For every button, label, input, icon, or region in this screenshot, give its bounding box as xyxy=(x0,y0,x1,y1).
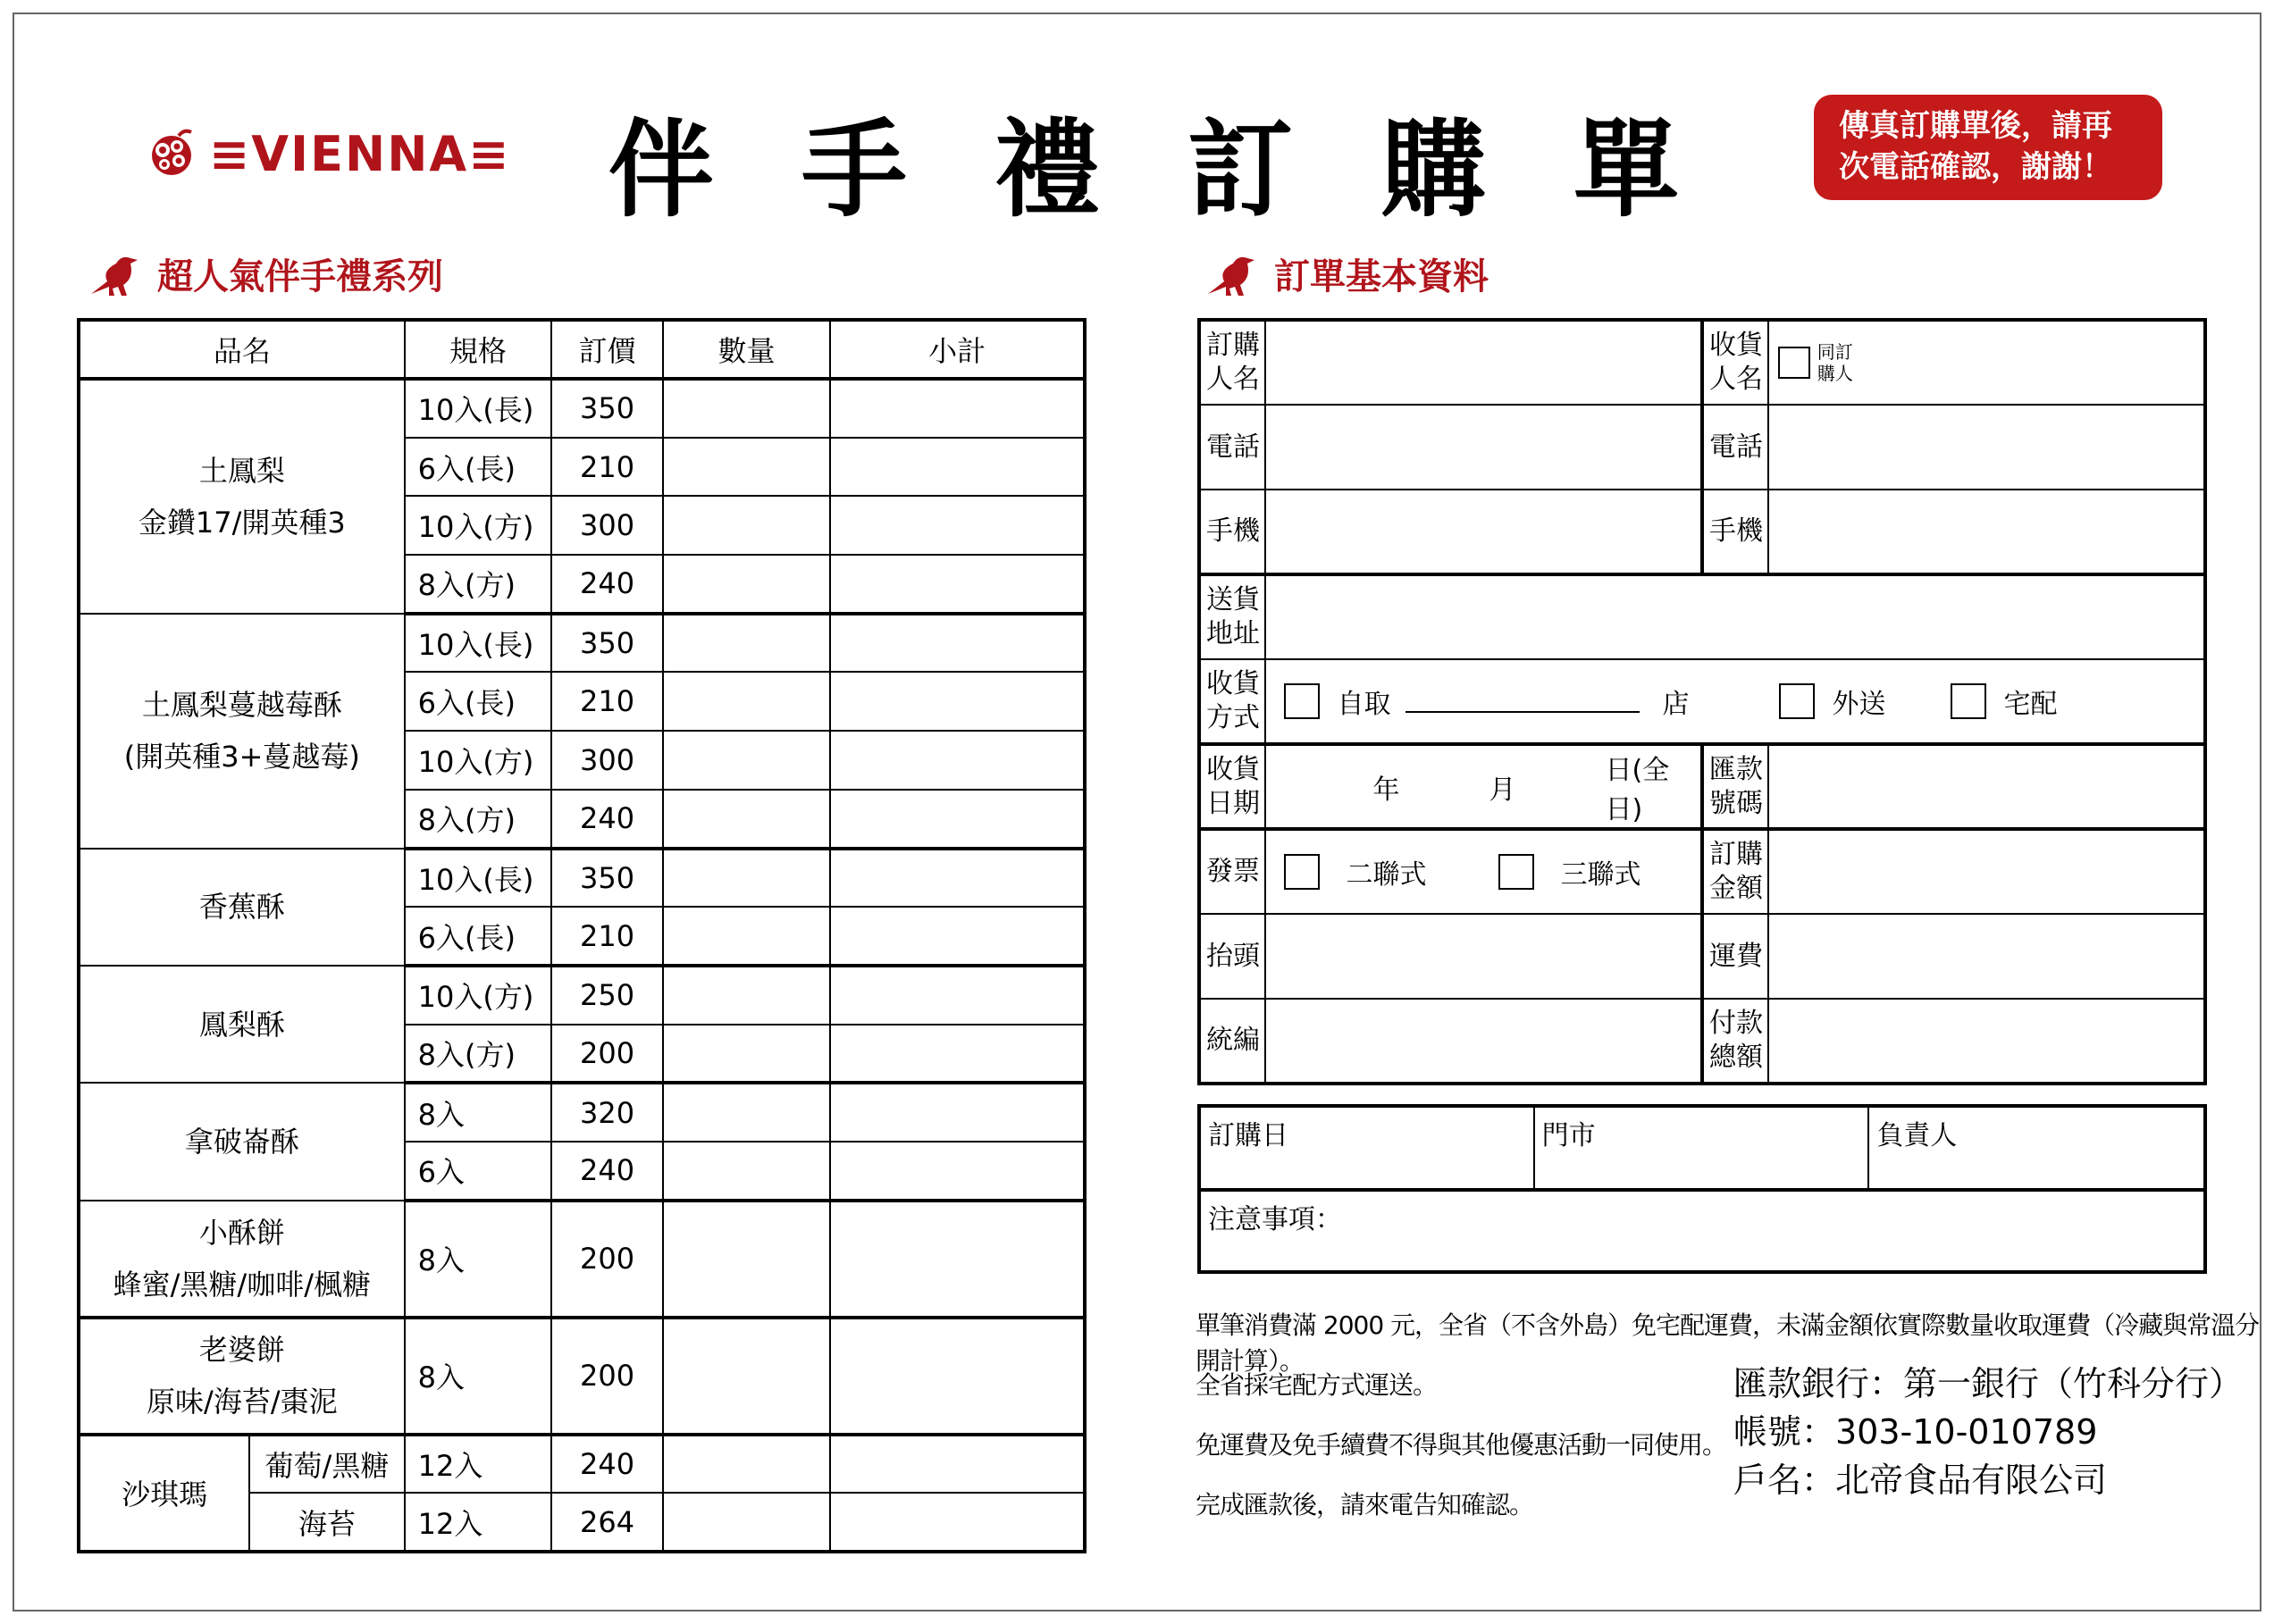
pickup-label: 自取 xyxy=(1337,689,1391,720)
store-name-blank[interactable] xyxy=(1406,690,1640,713)
products-heading-text: 超人氣伴手禮系列 xyxy=(157,256,443,297)
spec-cell: 12入 xyxy=(405,1435,552,1494)
subtotal-cell[interactable] xyxy=(830,1142,1085,1201)
subtotal-cell[interactable] xyxy=(830,555,1085,614)
invoice-title-field[interactable] xyxy=(1265,914,1703,999)
qty-cell[interactable] xyxy=(663,1142,830,1201)
qty-cell[interactable] xyxy=(663,1435,830,1494)
qty-cell[interactable] xyxy=(663,1083,830,1142)
delivery-method-options xyxy=(1265,659,2205,744)
qty-cell[interactable] xyxy=(663,1318,830,1435)
order-amount-field[interactable] xyxy=(1768,829,2205,914)
remit-no-label: 匯款號碼 xyxy=(1702,744,1768,829)
day-label: 日(全日) xyxy=(1605,754,1670,825)
store-row xyxy=(1199,1106,2205,1190)
remit-no-field[interactable] xyxy=(1768,744,2205,829)
col-header-name: 品名 xyxy=(79,320,405,379)
home-delivery-checkbox[interactable] xyxy=(1951,683,1986,719)
orderer-phone-field[interactable] xyxy=(1265,405,1703,490)
subtotal-cell[interactable] xyxy=(830,1025,1085,1084)
subtotal-cell[interactable] xyxy=(830,672,1085,731)
three-part-checkbox[interactable] xyxy=(1498,854,1534,890)
year-label: 年 xyxy=(1372,774,1400,806)
price-cell: 210 xyxy=(551,438,663,497)
address-field[interactable] xyxy=(1265,574,2205,659)
price-cell: 350 xyxy=(551,849,663,908)
subtotal-cell[interactable] xyxy=(830,379,1085,438)
delivery-label: 外送 xyxy=(1832,689,1886,720)
product-name xyxy=(79,379,405,614)
store-suffix-label: 店 xyxy=(1662,689,1690,720)
notice-line: 傳真訂購單後，請再 xyxy=(1839,108,2112,144)
price-cell: 210 xyxy=(551,672,663,731)
delivery-date-field[interactable] xyxy=(1265,744,1703,829)
order-date-label: 訂購日 xyxy=(1208,1120,1288,1151)
qty-cell[interactable] xyxy=(663,614,830,673)
price-cell: 240 xyxy=(551,790,663,849)
table-row xyxy=(79,1201,1085,1318)
spec-cell: 10入(長) xyxy=(405,849,552,908)
subtotal-cell[interactable] xyxy=(830,1435,1085,1494)
logo-flower-icon xyxy=(143,125,200,182)
price-cell: 300 xyxy=(551,496,663,555)
table-row xyxy=(79,966,1085,1025)
address-row xyxy=(1199,574,2205,659)
qty-cell[interactable] xyxy=(663,849,830,908)
bank-account: 帳號：303-10-010789 xyxy=(1733,1412,2098,1452)
product-name-line: 老婆餅 xyxy=(198,1333,285,1368)
col-header-spec: 規格 xyxy=(405,320,552,379)
qty-cell[interactable] xyxy=(663,966,830,1025)
orderer-mobile-field[interactable] xyxy=(1265,490,1703,574)
note-line: 完成匯款後，請來電告知確認。 xyxy=(1196,1490,1534,1519)
address-label: 送貨地址 xyxy=(1199,574,1265,659)
note-line: 單筆消費滿 2000 元，全省（不含外島）免宅配運費，未滿金額依實際數量收取運費（冷藏與常溫分開計算）。 xyxy=(1196,1310,2260,1376)
orderer-name-label: 訂購人名 xyxy=(1199,320,1265,405)
qty-cell[interactable] xyxy=(663,731,830,790)
spec-cell: 8入 xyxy=(405,1201,552,1318)
order-date-cell[interactable] xyxy=(1199,1106,1534,1190)
delivery-method-row xyxy=(1199,659,2205,744)
note-line: 免運費及免手續費不得與其他優惠活動一同使用。 xyxy=(1196,1430,1727,1460)
notes-cell[interactable] xyxy=(1199,1190,2205,1272)
product-name xyxy=(79,1318,405,1435)
spec-cell: 10入(長) xyxy=(405,379,552,438)
total-paid-field[interactable] xyxy=(1768,999,2205,1084)
product-name-line: 土鳳梨 xyxy=(198,453,285,488)
price-cell: 250 xyxy=(551,966,663,1025)
subtotal-cell[interactable] xyxy=(830,966,1085,1025)
product-name xyxy=(79,1201,405,1318)
subtotal-cell[interactable] xyxy=(830,1201,1085,1318)
spec-cell: 8入(方) xyxy=(405,790,552,849)
subtotal-cell[interactable] xyxy=(830,907,1085,966)
invoice-row xyxy=(1199,829,2205,914)
manager-cell[interactable] xyxy=(1868,1106,2205,1190)
product-name: 香蕉酥 xyxy=(79,849,405,966)
product-name: 鳳梨酥 xyxy=(79,966,405,1083)
qty-cell[interactable] xyxy=(663,1201,830,1318)
tax-id-field[interactable] xyxy=(1265,999,1703,1084)
order-heading xyxy=(1206,248,1489,299)
spec-cell: 6入 xyxy=(405,1142,552,1201)
spec-cell: 10入(方) xyxy=(405,731,552,790)
orderer-name-field[interactable] xyxy=(1265,320,1703,405)
orderer-mobile-label: 手機 xyxy=(1199,490,1265,574)
price-cell: 200 xyxy=(551,1201,663,1318)
product-name-line: (開英種3+蔓越莓) xyxy=(123,740,360,774)
delivery-method-label: 收貨方式 xyxy=(1199,659,1265,744)
title-char: 伴 xyxy=(608,107,714,231)
tax-id-row xyxy=(1199,999,2205,1084)
subtotal-cell[interactable] xyxy=(830,731,1085,790)
col-header-price: 訂價 xyxy=(551,320,663,379)
col-header-subtotal: 小計 xyxy=(830,320,1085,379)
store-cell[interactable] xyxy=(1534,1106,1869,1190)
receiver-mobile-field[interactable] xyxy=(1768,490,2205,574)
price-cell: 350 xyxy=(551,379,663,438)
subtotal-cell[interactable] xyxy=(830,496,1085,555)
title-char: 手 xyxy=(801,107,907,231)
vienna-logo xyxy=(143,118,510,189)
table-header-row xyxy=(79,320,1085,379)
order-info-table xyxy=(1197,318,2207,1085)
orderer-row xyxy=(1199,320,2205,405)
title-char: 單 xyxy=(1573,107,1679,231)
qty-cell[interactable] xyxy=(663,790,830,849)
receiver-phone-field[interactable] xyxy=(1768,405,2205,490)
three-part-label: 三聯式 xyxy=(1560,859,1641,891)
spec-cell: 6入(長) xyxy=(405,672,552,731)
spec-cell: 12入 xyxy=(405,1493,552,1552)
same-as-orderer-checkbox[interactable] xyxy=(1778,347,1810,379)
bank-info xyxy=(1733,1360,2243,1504)
title-char: 禮 xyxy=(994,107,1100,231)
receiver-name-label: 收貨人名 xyxy=(1702,320,1768,405)
receiver-name-field[interactable] xyxy=(1768,320,2205,405)
note-line: 全省採宅配方式運送。 xyxy=(1196,1370,1438,1400)
invoice-options xyxy=(1265,829,1703,914)
product-name-line: 土鳳梨蔓越莓酥 xyxy=(141,688,342,723)
product-name-line: 蜂蜜/黑糖/咖啡/楓糖 xyxy=(113,1267,371,1302)
qty-cell[interactable] xyxy=(663,438,830,497)
subtotal-cell[interactable] xyxy=(830,849,1085,908)
phone-row xyxy=(1199,405,2205,490)
two-part-label: 二聯式 xyxy=(1346,859,1427,891)
bird-icon xyxy=(89,251,141,297)
table-row xyxy=(79,1318,1085,1435)
subtotal-cell[interactable] xyxy=(830,438,1085,497)
store-label: 門市 xyxy=(1541,1120,1596,1151)
price-cell: 240 xyxy=(551,1142,663,1201)
subtotal-cell[interactable] xyxy=(830,1318,1085,1435)
table-row xyxy=(79,1083,1085,1142)
qty-cell[interactable] xyxy=(663,496,830,555)
subtotal-cell[interactable] xyxy=(830,1083,1085,1142)
account-holder: 戶名：北帝食品有限公司 xyxy=(1733,1461,2108,1500)
spec-cell: 6入(長) xyxy=(405,907,552,966)
title-char: 訂 xyxy=(1187,107,1293,231)
spec-cell: 8入 xyxy=(405,1318,552,1435)
price-cell: 320 xyxy=(551,1083,663,1142)
price-cell: 200 xyxy=(551,1025,663,1084)
qty-cell[interactable] xyxy=(663,1493,830,1552)
products-heading xyxy=(89,248,443,299)
fax-notice-box xyxy=(1814,95,2162,200)
title-row xyxy=(1199,914,2205,999)
logo-text: ≡VIENNA≡ xyxy=(209,125,511,182)
product-name: 沙琪瑪 xyxy=(79,1435,249,1552)
shipping-fee-label: 運費 xyxy=(1702,914,1768,999)
receiver-phone-label: 電話 xyxy=(1702,405,1768,490)
home-delivery-label: 宅配 xyxy=(2003,689,2058,720)
qty-cell[interactable] xyxy=(663,555,830,614)
col-header-qty: 數量 xyxy=(663,320,830,379)
same-as-orderer-label: 同訂購人 xyxy=(1817,341,1853,384)
qty-cell[interactable] xyxy=(663,907,830,966)
delivery-date-row xyxy=(1199,744,2205,829)
table-row xyxy=(79,614,1085,673)
bird-icon xyxy=(1206,251,1258,297)
spec-cell: 10入(方) xyxy=(405,966,552,1025)
product-name-line: 金鑽17/開英種3 xyxy=(138,505,346,540)
spec-cell: 8入 xyxy=(405,1083,552,1142)
invoice-title-label: 抬頭 xyxy=(1199,914,1265,999)
pickup-checkbox[interactable] xyxy=(1284,683,1320,719)
subtotal-cell[interactable] xyxy=(830,1493,1085,1552)
notice-line: 次電話確認，謝謝！ xyxy=(1839,149,2112,185)
spec-cell: 8入(方) xyxy=(405,555,552,614)
spec-cell: 8入(方) xyxy=(405,1025,552,1084)
notes-label: 注意事項： xyxy=(1208,1204,1342,1235)
delivery-checkbox[interactable] xyxy=(1779,683,1815,719)
product-name xyxy=(79,614,405,849)
delivery-date-label: 收貨日期 xyxy=(1199,744,1265,829)
qty-cell[interactable] xyxy=(663,379,830,438)
mobile-row xyxy=(1199,490,2205,574)
tax-id-label: 統編 xyxy=(1199,999,1265,1084)
spec-cell: 10入(長) xyxy=(405,614,552,673)
title-char: 購 xyxy=(1380,107,1486,231)
table-row xyxy=(79,379,1085,438)
orderer-phone-label: 電話 xyxy=(1199,405,1265,490)
qty-cell[interactable] xyxy=(663,1025,830,1084)
page-title xyxy=(608,85,1680,237)
product-name-line: 小酥餅 xyxy=(198,1215,285,1250)
table-row xyxy=(79,1435,1085,1494)
price-cell: 240 xyxy=(551,1435,663,1494)
store-use-table xyxy=(1197,1104,2207,1274)
month-label: 月 xyxy=(1489,774,1516,806)
invoice-label: 發票 xyxy=(1199,829,1265,914)
order-amount-label: 訂購金額 xyxy=(1702,829,1768,914)
total-paid-label: 付款總額 xyxy=(1702,999,1768,1084)
flavor-cell: 海苔 xyxy=(249,1493,404,1552)
price-cell: 210 xyxy=(551,907,663,966)
flavor-cell: 葡萄/黑糖 xyxy=(249,1435,404,1494)
product-name-line: 原味/海苔/棗泥 xyxy=(147,1385,338,1419)
product-table xyxy=(77,318,1087,1553)
price-cell: 240 xyxy=(551,555,663,614)
price-cell: 264 xyxy=(551,1493,663,1552)
spec-cell: 10入(方) xyxy=(405,496,552,555)
product-name: 拿破崙酥 xyxy=(79,1083,405,1200)
table-row xyxy=(79,849,1085,908)
bank-name: 匯款銀行：第一銀行（竹科分行） xyxy=(1733,1364,2244,1403)
subtotal-cell[interactable] xyxy=(830,614,1085,673)
manager-label: 負責人 xyxy=(1876,1120,1958,1151)
receiver-mobile-label: 手機 xyxy=(1702,490,1768,574)
subtotal-cell[interactable] xyxy=(830,790,1085,849)
shipping-fee-field[interactable] xyxy=(1768,914,2205,999)
price-cell: 200 xyxy=(551,1318,663,1435)
spec-cell: 6入(長) xyxy=(405,438,552,497)
notes-row xyxy=(1199,1190,2205,1272)
qty-cell[interactable] xyxy=(663,672,830,731)
two-part-checkbox[interactable] xyxy=(1284,854,1320,890)
price-cell: 300 xyxy=(551,731,663,790)
price-cell: 350 xyxy=(551,614,663,673)
order-heading-text: 訂單基本資料 xyxy=(1274,256,1489,297)
